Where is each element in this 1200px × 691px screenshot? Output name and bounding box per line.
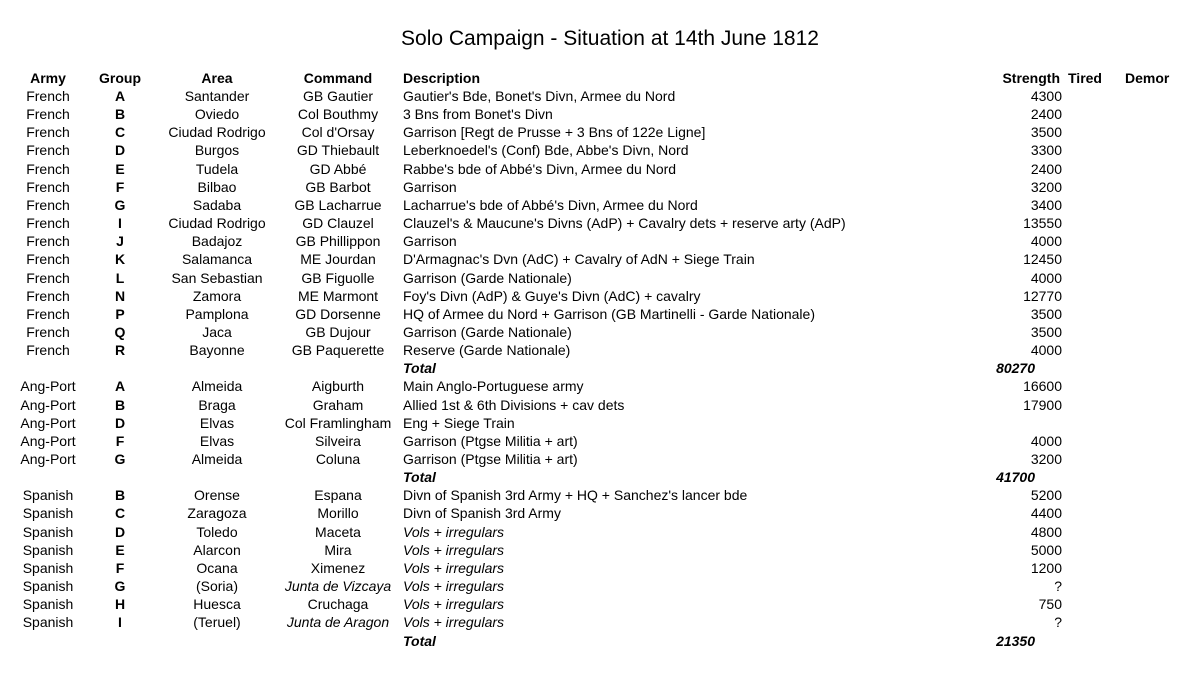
table-row [0,178,1200,196]
table-row [0,377,1200,395]
strength-cell: 3500 [1030,305,1062,322]
army-cell: French [26,323,70,340]
army-cell: French [26,160,70,177]
description-cell: Vols + irregulars [403,614,505,631]
header-command: Command [303,70,373,86]
area-cell: Huesca [193,596,241,613]
description-cell: Vols + irregulars [403,596,505,613]
area-cell: Elvas [199,414,235,431]
description-cell: D'Armagnac's Dvn (AdC) + Cavalry of AdN + Siege Train [403,251,755,268]
army-cell: Spanish [22,487,74,504]
total-value: 41700 [996,469,1035,486]
group-cell: G [114,451,126,467]
command-cell: Mira [324,541,352,558]
area-cell: Almeida [191,451,243,467]
strength-cell: 3300 [1030,142,1062,159]
command-cell: Graham [312,396,364,413]
strength-cell: 4000 [1030,432,1062,449]
command-cell: Ximenez [310,559,366,576]
army-cell: French [26,215,70,231]
group-cell: P [115,305,125,322]
description-cell: Lacharrue's bde of Abbé's Divn, Armee du Nord [403,196,698,213]
area-cell: Burgos [194,142,240,159]
description-cell: Foy's Divn (AdP) & Guye's Divn (AdC) + cavalry [403,287,701,304]
description-cell: Clauzel's & Maucune's Divns (AdP) + Cavalry dets + reserve arty (AdP) [403,215,846,231]
area-cell: Almeida [191,378,243,395]
group-cell: R [114,342,126,359]
table-row [0,504,1200,522]
total-row [0,632,1200,650]
group-cell: B [114,106,126,123]
total-label: Total [403,469,436,486]
area-cell: Pamplona [185,305,249,322]
command-cell: Morillo [317,505,359,522]
description-cell: Garrison (Garde Nationale) [403,323,572,340]
command-cell: Junta de Aragon [286,614,390,631]
description-cell: Leberknoedel's (Conf) Bde, Abbe's Divn, Nord [403,142,689,159]
description-cell: Vols + irregulars [403,541,505,558]
command-cell: Coluna [315,451,361,467]
army-cell: Spanish [22,541,74,558]
strength-cell: 4300 [1030,88,1062,104]
army-cell: French [26,269,70,286]
table-row [0,105,1200,123]
strength-cell: 12450 [1023,251,1062,268]
area-cell: Bilbao [197,178,237,195]
group-cell: F [115,178,125,195]
description-cell: Eng + Siege Train [403,414,515,431]
strength-cell: 4000 [1030,269,1062,286]
strength-cell: ? [1054,578,1062,594]
description-cell: HQ of Armee du Nord + Garrison (GB Martinelli - Garde Nationale) [403,305,815,322]
command-cell: GB Lacharrue [294,196,382,213]
army-cell: Spanish [22,559,74,576]
command-cell: Aigburth [311,378,365,395]
area-cell: Badajoz [191,233,243,250]
strength-cell: 3200 [1030,451,1062,467]
strength-cell: 2400 [1030,160,1062,177]
area-cell: (Soria) [195,578,238,594]
group-cell: B [114,487,126,504]
army-cell: Ang-Port [20,414,76,431]
group-cell: A [114,378,126,395]
description-cell: 3 Bns from Bonet's Divn [403,106,553,123]
area-cell: Toledo [196,523,238,540]
page-title: Solo Campaign - Situation at 14th June 1812 [401,27,819,50]
command-cell: ME Jourdan [300,251,376,268]
group-cell: C [114,505,126,522]
table-row [0,160,1200,178]
table-row [0,414,1200,432]
description-cell: Vols + irregulars [403,523,505,540]
army-cell: French [26,178,70,195]
table-row [0,196,1200,214]
total-row [0,468,1200,486]
command-cell: Cruchaga [307,596,369,613]
strength-cell: 13550 [1023,215,1062,231]
command-cell: GB Phillippon [295,233,381,250]
table-row [0,250,1200,268]
command-cell: ME Marmont [297,287,379,304]
area-cell: Orense [194,487,240,504]
header-group: Group [99,70,141,86]
header-tired: Tired [1068,70,1102,86]
area-cell: San Sebastian [171,269,263,286]
strength-cell: 12770 [1023,287,1062,304]
army-cell: Spanish [22,614,74,631]
group-cell: C [114,124,126,141]
group-cell: A [114,88,126,104]
army-cell: French [26,305,70,322]
strength-cell: 4800 [1030,523,1062,540]
table-row [0,87,1200,105]
area-cell: Ciudad Rodrigo [168,215,266,231]
group-cell: F [115,432,125,449]
army-cell: Spanish [22,596,74,613]
area-cell: Alarcon [193,541,241,558]
command-cell: GD Clauzel [302,215,374,231]
group-cell: H [114,596,126,613]
strength-cell: 3500 [1030,124,1062,141]
description-cell: Rabbe's bde of Abbé's Divn, Armee du Nord [403,160,677,177]
group-cell: G [114,196,126,213]
strength-cell: 3200 [1030,178,1062,195]
header-area: Area [201,70,233,86]
total-label: Total [403,360,436,377]
army-cell: Spanish [22,505,74,522]
description-cell: Vols + irregulars [403,578,505,594]
group-cell: F [115,559,125,576]
army-cell: French [26,287,70,304]
description-cell: Main Anglo-Portuguese army [403,378,584,395]
army-cell: Spanish [22,578,74,594]
command-cell: Col Framlingham [284,414,392,431]
table-row [0,577,1200,595]
table-row [0,432,1200,450]
area-cell: Zaragoza [187,505,247,522]
command-cell: Col Bouthmy [297,106,379,123]
area-cell: Jaca [202,323,232,340]
group-cell: L [115,269,125,286]
strength-cell: 4000 [1030,233,1062,250]
description-cell: Reserve (Garde Nationale) [403,342,571,359]
command-cell: GD Dorsenne [295,305,381,322]
army-cell: French [26,251,70,268]
strength-cell: ? [1054,614,1062,631]
strength-cell: 2400 [1030,106,1062,123]
strength-cell: 16600 [1023,378,1062,395]
command-cell: GD Thiebault [296,142,380,159]
army-cell: Ang-Port [20,432,76,449]
command-cell: GB Gautier [302,88,374,104]
group-cell: I [118,614,122,631]
table-row [0,341,1200,359]
total-label: Total [403,632,436,649]
army-cell: French [26,196,70,213]
strength-cell: 750 [1038,596,1062,613]
description-cell: Vols + irregulars [403,559,505,576]
table-row [0,269,1200,287]
strength-cell: 5000 [1030,541,1062,558]
table-row [0,287,1200,305]
area-cell: Bayonne [189,342,245,359]
table-row [0,141,1200,159]
area-cell: Oviedo [194,106,240,123]
strength-cell: 3500 [1030,323,1062,340]
table-header [0,69,1200,87]
area-cell: Santander [184,88,250,104]
table-row [0,559,1200,577]
area-cell: Zamora [192,287,242,304]
area-cell: Elvas [199,432,235,449]
table-row [0,214,1200,232]
strength-cell: 4400 [1030,505,1062,522]
strength-cell: 3400 [1030,196,1062,213]
command-cell: GD Abbé [309,160,367,177]
total-row [0,359,1200,377]
strength-cell: 1200 [1030,559,1062,576]
table-row [0,323,1200,341]
area-cell: Tudela [195,160,239,177]
group-cell: D [114,142,126,159]
header-army: Army [30,70,66,86]
army-cell: French [26,124,70,141]
description-cell: Gautier's Bde, Bonet's Divn, Armee du Nord [403,88,676,104]
description-cell: Garrison [Regt de Prusse + 3 Bns of 122e Ligne] [403,124,706,141]
command-cell: GB Barbot [305,178,371,195]
description-cell: Divn of Spanish 3rd Army [403,505,561,522]
army-cell: French [26,233,70,250]
army-cell: French [26,342,70,359]
table-row [0,541,1200,559]
table-row [0,232,1200,250]
group-cell: E [115,160,125,177]
command-cell: Silveira [315,432,361,449]
command-cell: Espana [314,487,362,504]
group-cell: I [118,215,122,231]
total-value: 80270 [996,360,1035,377]
group-cell: E [115,541,125,558]
army-cell: Ang-Port [20,451,76,467]
group-cell: N [114,287,126,304]
army-cell: French [26,106,70,123]
area-cell: Ciudad Rodrigo [168,124,266,141]
army-cell: French [26,142,70,159]
army-cell: Spanish [22,523,74,540]
group-cell: J [116,233,124,250]
strength-cell: 4000 [1030,342,1062,359]
group-cell: D [114,414,126,431]
command-cell: Junta de Vizcaya [284,578,392,594]
strength-cell: 5200 [1030,487,1062,504]
table-row [0,396,1200,414]
table-row [0,523,1200,541]
command-cell: GB Figuolle [301,269,375,286]
army-cell: French [26,88,70,104]
group-cell: B [114,396,126,413]
header-demor: Demor [1125,70,1170,86]
table-row [0,450,1200,468]
command-cell: GB Dujour [305,323,371,340]
group-cell: G [114,578,126,594]
army-cell: Ang-Port [20,396,76,413]
header-strength: Strength [1002,70,1060,86]
table-row [0,595,1200,613]
description-cell: Garrison (Ptgse Militia + art) [403,432,578,449]
area-cell: Salamanca [181,251,253,268]
table-row [0,305,1200,323]
description-cell: Garrison [403,233,457,250]
description-cell: Garrison (Ptgse Militia + art) [403,451,578,467]
strength-cell: 17900 [1023,396,1062,413]
table-row [0,486,1200,504]
description-cell: Garrison [403,178,457,195]
description-cell: Garrison (Garde Nationale) [403,269,572,286]
group-cell: Q [114,323,126,340]
description-cell: Allied 1st & 6th Divisions + cav dets [403,396,625,413]
description-cell: Divn of Spanish 3rd Army + HQ + Sanchez's lancer bde [403,487,748,504]
group-cell: K [114,251,126,268]
table-row [0,613,1200,631]
command-cell: Col d'Orsay [301,124,375,141]
area-cell: Sadaba [192,196,242,213]
area-cell: Braga [198,396,236,413]
group-cell: D [114,523,126,540]
table-row [0,123,1200,141]
total-value: 21350 [996,632,1035,649]
command-cell: Maceta [315,523,361,540]
command-cell: GB Paquerette [291,342,385,359]
army-cell: Ang-Port [20,378,76,395]
area-cell: Ocana [196,559,238,576]
area-cell: (Teruel) [193,614,241,631]
header-description: Description [403,70,481,86]
